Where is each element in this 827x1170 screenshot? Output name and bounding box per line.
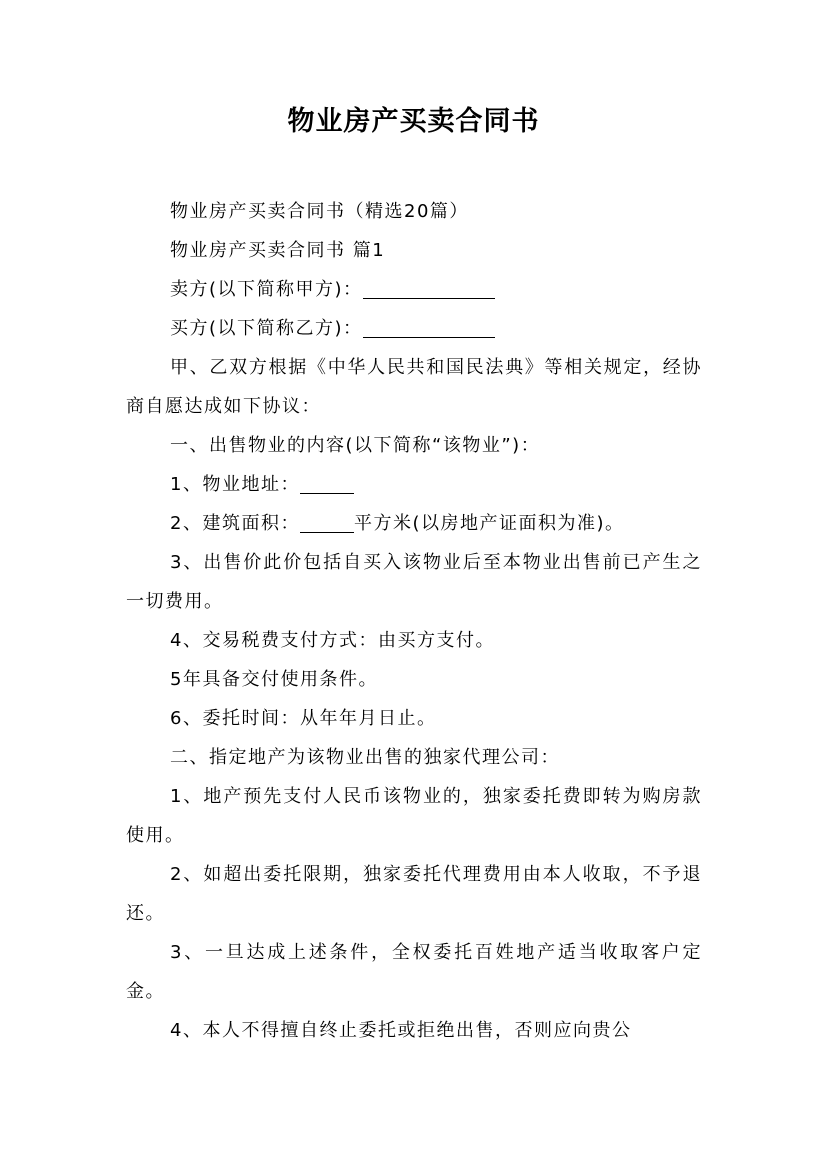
area-unit-text: 平方米(以房地产证面积为准)。: [353, 513, 625, 534]
address-blank-line: [300, 471, 354, 494]
seller-label: 卖方(以下简称甲方)：: [170, 279, 363, 300]
paragraph-price: 3、出售价此价包括自买入该物业后至本物业出售前已产生之一切费用。: [126, 552, 702, 612]
paragraph-area: [126, 504, 702, 543]
seller-blank-line: [363, 276, 495, 299]
paragraph-delivery: 5年具备交付使用条件。: [170, 669, 378, 690]
area-blank-line: [300, 510, 354, 533]
address-label: 1、物业地址：: [170, 474, 300, 495]
paragraph-prepay: 1、地产预先支付人民币该物业的，独家委托费即转为购房款使用。: [126, 786, 702, 846]
paragraph-clause-1: 一、出售物业的内容(以下简称“该物业”)：: [170, 435, 541, 456]
paragraph-intro: 甲、乙双方根据《中华人民共和国民法典》等相关规定，经协商自愿达成如下协议：: [126, 357, 702, 417]
paragraph-clause-2: 二、指定地产为该物业出售的独家代理公司：: [170, 747, 560, 768]
paragraph-deposit: 3、一旦达成上述条件，全权委托百姓地产适当收取客户定金。: [126, 942, 702, 1002]
paragraph-termination: 4、本人不得擅自终止委托或拒绝出售，否则应向贵公: [170, 1020, 632, 1041]
paragraph-address: [126, 465, 702, 504]
paragraph-term: 6、委托时间：从年年月日止。: [170, 708, 437, 729]
buyer-blank-line: [363, 315, 495, 338]
paragraph-seller: [126, 270, 702, 309]
buyer-label: 买方(以下简称乙方)：: [170, 318, 363, 339]
document-title: 物业房产买卖合同书: [287, 106, 540, 137]
area-label: 2、建筑面积：: [170, 513, 300, 534]
paragraph-subtitle: 物业房产买卖合同书（精选20篇）: [170, 201, 469, 222]
paragraph-section-heading: 物业房产买卖合同书 篇1: [170, 240, 386, 261]
paragraph-tax: 4、交易税费支付方式：由买方支付。: [170, 630, 495, 651]
paragraph-overdue: 2、如超出委托限期，独家委托代理费用由本人收取，不予退还。: [126, 864, 702, 924]
paragraph-buyer: [126, 309, 702, 348]
document-body: [126, 192, 702, 1050]
